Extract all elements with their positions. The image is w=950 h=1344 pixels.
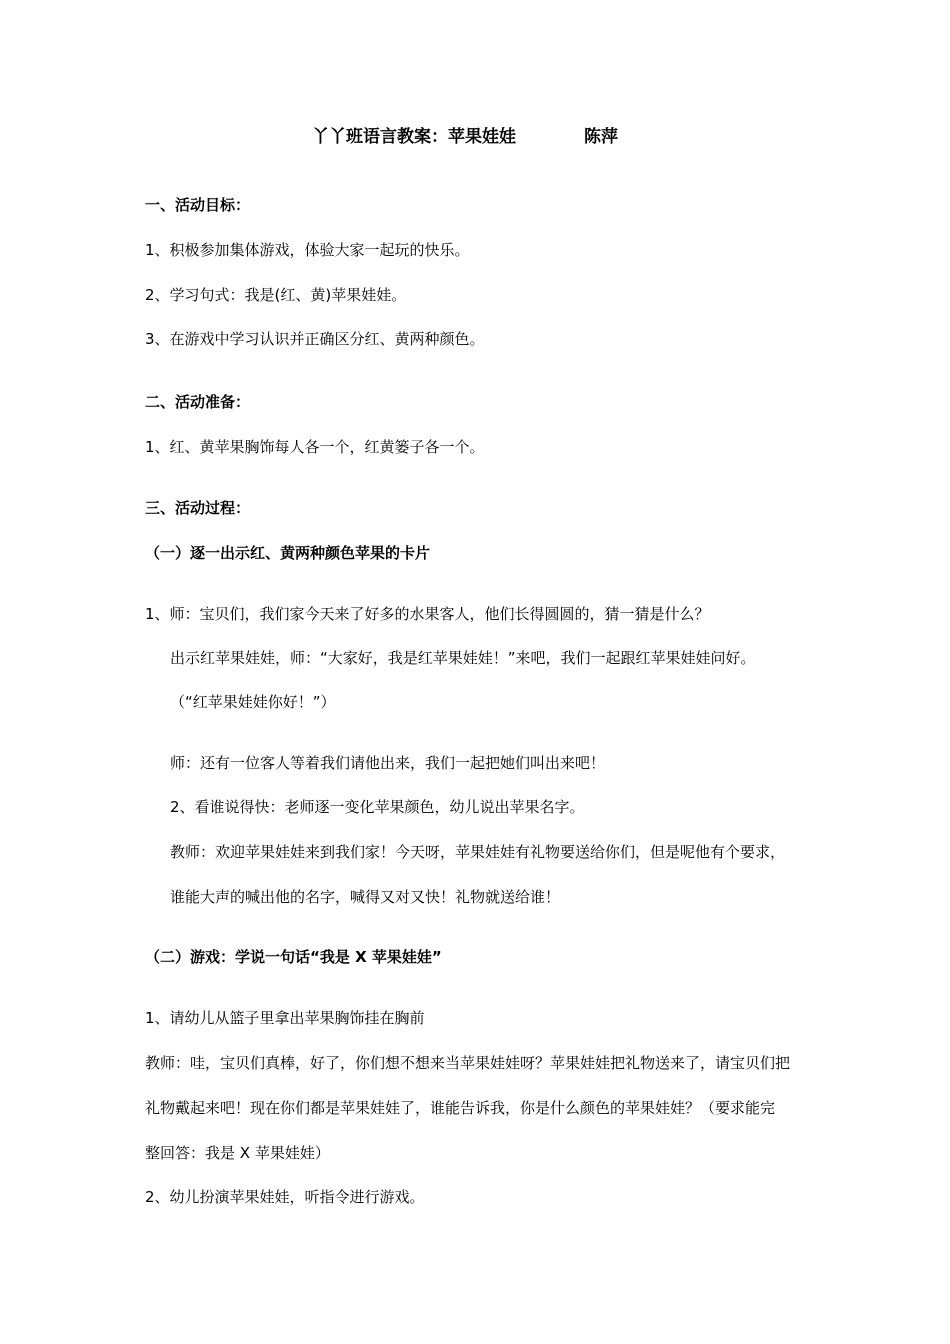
process-line: 1、师：宝贝们，我们家今天来了好多的水果客人，他们长得圆圆的，猜一猜是什么？ — [145, 605, 710, 623]
game-line: 1、请幼儿从篮子里拿出苹果胸饰挂在胸前 — [145, 1009, 425, 1027]
process-line: 谁能大声的喊出他的名字，喊得又对又快！礼物就送给谁！ — [170, 888, 561, 906]
document-author: 陈萍 — [584, 127, 618, 147]
process-line: （“红苹果娃娃你好！”） — [170, 693, 336, 711]
goal-item: 2、学习句式：我是(红、黄)苹果娃娃。 — [145, 286, 407, 304]
game-line: 礼物戴起来吧！现在你们都是苹果娃娃了，谁能告诉我，你是什么颜色的苹果娃娃？（要求能完 — [145, 1099, 776, 1117]
goal-item: 3、在游戏中学习认识并正确区分红、黄两种颜色。 — [145, 330, 485, 348]
subsection-heading-cards: （一）逐一出示红、黄两种颜色苹果的卡片 — [145, 544, 431, 562]
section-heading-goals: 一、活动目标： — [145, 196, 251, 214]
process-line: 教师：欢迎苹果娃娃来到我们家！今天呀，苹果娃娃有礼物要送给你们，但是呢他有个要求， — [170, 843, 786, 861]
process-line: 师：还有一位客人等着我们请他出来，我们一起把她们叫出来吧！ — [170, 754, 606, 772]
game-line: 整回答：我是 X 苹果娃娃） — [145, 1144, 330, 1162]
game-line: 2、幼儿扮演苹果娃娃，听指令进行游戏。 — [145, 1188, 425, 1206]
goal-item: 1、积极参加集体游戏，体验大家一起玩的快乐。 — [145, 241, 470, 259]
preparation-item: 1、红、黄苹果胸饰每人各一个，红黄篓子各一个。 — [145, 438, 485, 456]
section-heading-process: 三、活动过程： — [145, 499, 251, 517]
process-line: 出示红苹果娃娃，师：“大家好，我是红苹果娃娃！”来吧，我们一起跟红苹果娃娃问好。 — [170, 649, 756, 667]
document-title: 丫丫班语言教案：苹果娃娃 — [312, 127, 516, 147]
game-line: 教师：哇，宝贝们真棒，好了，你们想不想来当苹果娃娃呀？苹果娃娃把礼物送来了，请宝贝们把 — [145, 1054, 791, 1072]
section-heading-preparation: 二、活动准备： — [145, 393, 251, 411]
process-line: 2、看谁说得快：老师逐一变化苹果颜色，幼儿说出苹果名字。 — [170, 798, 585, 816]
subsection-heading-game: （二）游戏：学说一句话“我是 X 苹果娃娃” — [145, 948, 442, 966]
